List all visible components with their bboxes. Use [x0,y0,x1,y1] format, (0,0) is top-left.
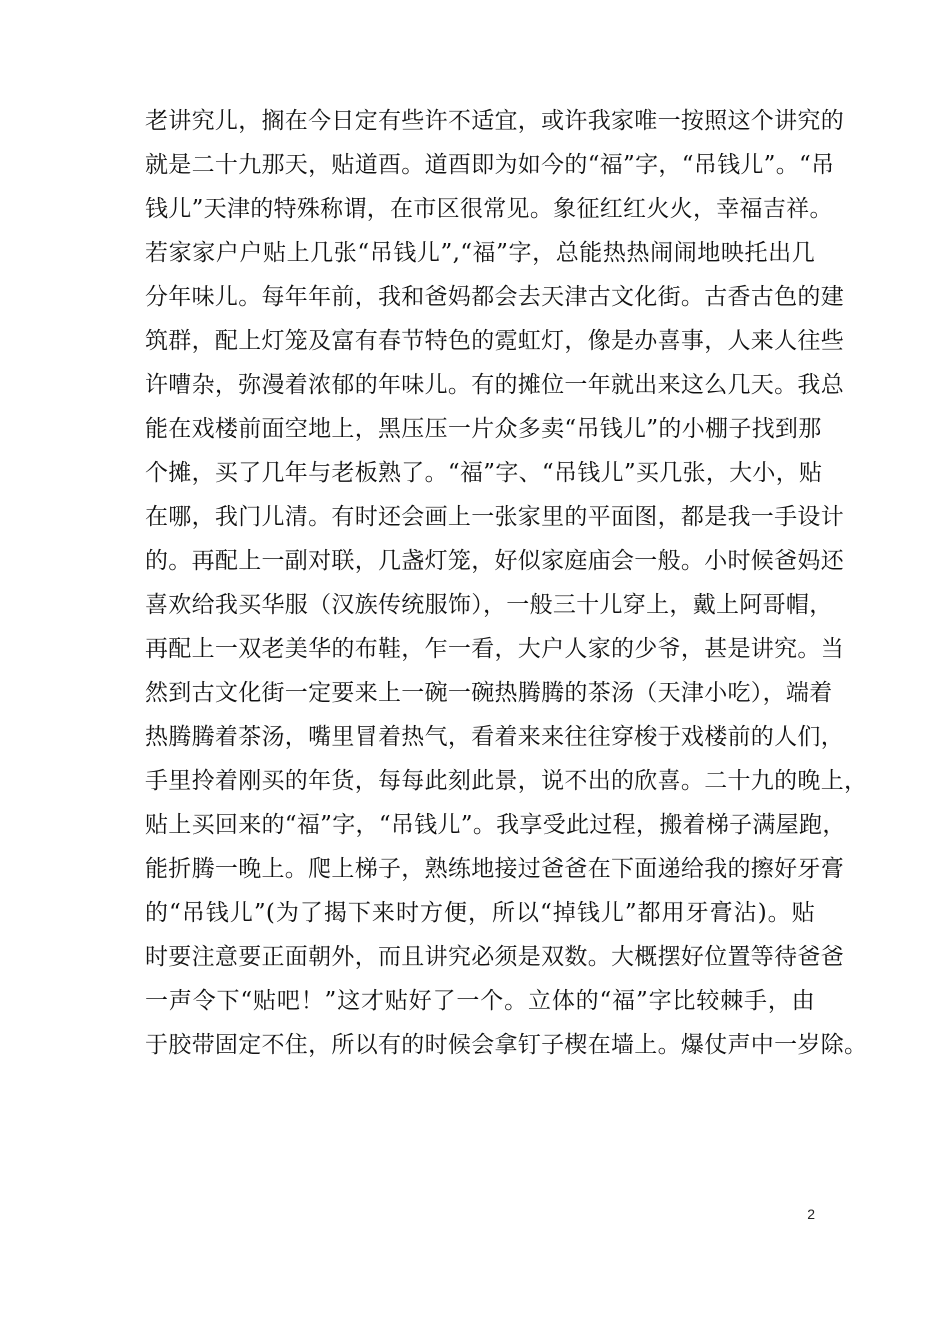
text-line-17: 贴上买回来的“福”字，“吊钱儿”。我享受此过程，搬着梯子满屋跑， [145,812,846,838]
text-line-3: 钱儿”天津的特殊称谓，在市区很常见。象征红红火火，幸福吉祥。 [145,196,833,222]
text-line-10: 在哪，我门儿清。有时还会画上一张家里的平面图，都是我一手设计 [145,504,844,530]
body-paragraph [145,99,868,1067]
text-line-4: 若家家户户贴上几张“吊钱儿”,“福”字，总能热热闹闹地映托出几 [145,240,815,266]
text-line-13: 再配上一双老美华的布鞋，乍一看，大户人家的少爷，甚是讲究。当 [145,636,844,662]
page-number: 2 [807,1206,815,1222]
text-line-1: 老讲究儿，搁在今日定有些许不适宜，或许我家唯一按照这个讲究的 [145,108,844,134]
text-line-21: 一声令下“贴吧！”这才贴好了一个。立体的“福”字比较棘手，由 [145,988,815,1014]
text-line-14: 然到古文化街一定要来上一碗一碗热腾腾的茶汤（天津小吃），端着 [145,680,833,706]
text-line-18: 能折腾一晚上。爬上梯子，熟练地接过爸爸在下面递给我的擦好牙膏 [145,856,844,882]
text-line-2: 就是二十九那天，贴道酉。道酉即为如今的“福”字，“吊钱儿”。“吊 [145,152,835,178]
text-line-16: 手里拎着刚买的年货，每每此刻此景，说不出的欣喜。二十九的晚上， [145,768,868,794]
text-line-20: 时要注意要正面朝外，而且讲究必须是双数。大概摆好位置等待爸爸 [145,944,844,970]
text-line-12: 喜欢给我买华服（汉族传统服饰），一般三十儿穿上，戴上阿哥帽， [145,592,833,618]
text-line-11: 的。再配上一副对联，几盏灯笼，好似家庭庙会一般。小时候爸妈还 [145,548,844,574]
text-line-8: 能在戏楼前面空地上，黑压压一片众多卖“吊钱儿”的小棚子找到那 [145,416,822,442]
text-line-6: 筑群，配上灯笼及富有春节特色的霓虹灯，像是办喜事，人来人往些 [145,328,844,354]
text-line-15: 热腾腾着茶汤，嘴里冒着热气，看着来来往往穿梭于戏楼前的人们， [145,724,844,750]
text-line-22: 于胶带固定不住，所以有的时候会拿钉子楔在墙上。爆仗声中一岁除。 [145,1032,868,1058]
text-line-5: 分年味儿。每年年前，我和爸妈都会去天津古文化街。古香古色的建 [145,284,844,310]
text-line-9: 个摊，买了几年与老板熟了。“福”字、“吊钱儿”买几张，大小，贴 [145,460,823,486]
text-line-7: 许嘈杂，弥漫着浓郁的年味儿。有的摊位一年就出来这么几天。我总 [145,372,844,398]
text-line-19: 的“吊钱儿”(为了揭下来时方便，所以“掉钱儿”都用牙膏沾)。贴 [145,900,815,926]
